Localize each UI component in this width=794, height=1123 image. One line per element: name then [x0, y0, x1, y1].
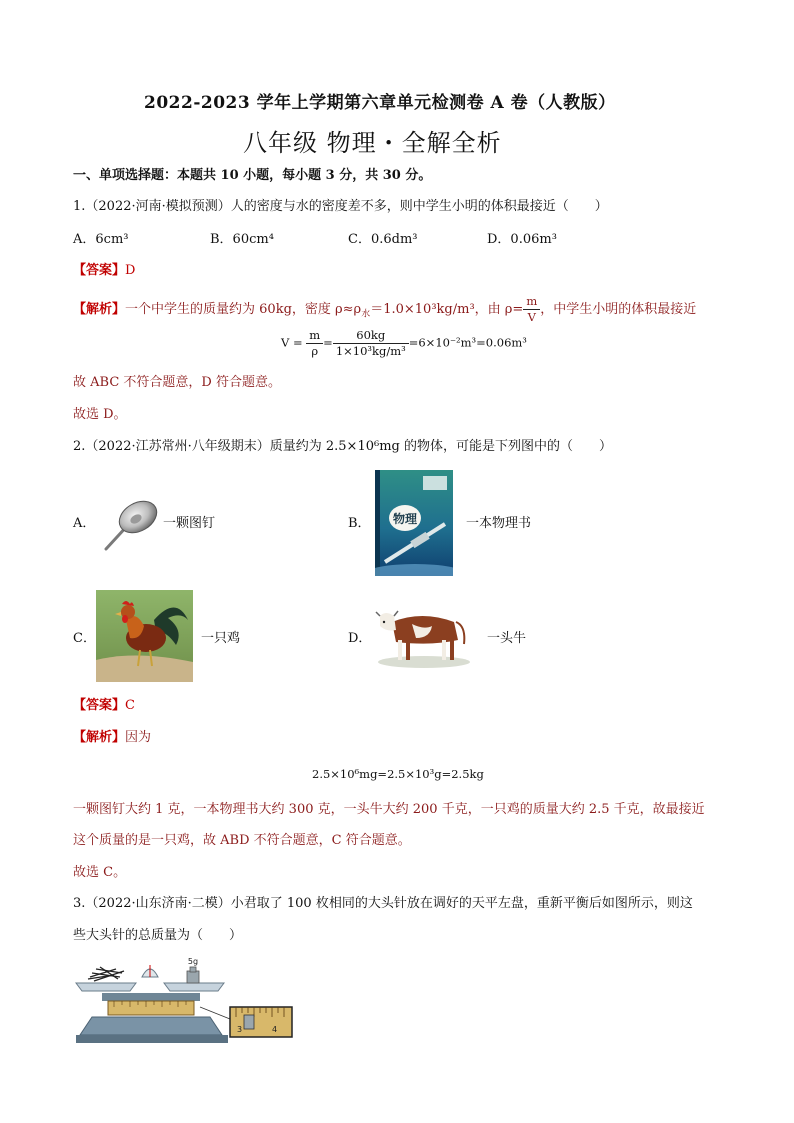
analysis-tag: 【解析】 [73, 302, 126, 317]
q2-answer [73, 697, 135, 715]
pins-pile [88, 967, 124, 981]
q2-option-a-caption: 一颗图钉 [163, 516, 216, 531]
thumbtack-image [100, 495, 162, 553]
q2-option-a-letter: A． [73, 516, 96, 531]
q2-option-c-caption: 一只鸡 [201, 631, 241, 646]
formula-fraction-2: $\frac{60kg}{\text{1×10³kg/m³}}$ [333, 328, 409, 359]
book-cover-title: 物理 [392, 512, 418, 526]
q2-stem: 2.（2022·江苏常州·八年级期末）质量约为 2.5×10⁶mg 的物体，可能是下列图中的（ ） [73, 439, 612, 454]
q2-option-b-caption: 一本物理书 [466, 516, 532, 531]
rider [244, 1015, 254, 1029]
q1-option-d: D．0.06m³ [487, 232, 557, 247]
q1-choose: 故选 D。 [73, 407, 127, 422]
weight-label: 5g [187, 957, 199, 966]
scale-mark-3: 3 [237, 1025, 243, 1034]
analysis-subscript: 水 [361, 309, 371, 320]
rooster-image [96, 590, 193, 682]
q3-stem-line2: 些大头针的总质量为（ ） [73, 928, 243, 943]
physics-book-image [375, 470, 453, 576]
right-pan [164, 983, 224, 991]
q2-option-c-letter: C． [73, 631, 96, 646]
q2-option-d-caption: 一头牛 [487, 631, 527, 646]
q1-answer [73, 262, 135, 280]
analysis-text-3: ，中学生小明的体积最接近 [540, 302, 697, 317]
q1-conclusion: 故 ABC 不符合题意，D 符合题意。 [73, 375, 281, 390]
q1-analysis [73, 294, 696, 327]
q2-choose: 故选 C。 [73, 865, 127, 880]
q2-analysis [73, 729, 151, 747]
q2-option-b-letter: B． [348, 516, 371, 531]
q1-stem: 1.（2022·河南·模拟预测）人的密度与水的密度差不多，则中学生小明的体积最接近（ ） [73, 199, 608, 214]
document-title: 2022-2023 学年上学期第六章单元检测卷 A 卷（人教版） [144, 93, 616, 113]
q2-option-d-letter: D． [348, 631, 372, 646]
cow-image [372, 600, 472, 670]
balance-scale-image [72, 955, 294, 1047]
answer-tag: 【答案】 [73, 263, 126, 278]
answer-value: C [125, 698, 135, 713]
scale-mark-4: 4 [272, 1025, 278, 1034]
formula-fraction-1: $\frac{m}{\rho}$ [306, 328, 323, 359]
q1-option-b: B．60cm⁴ [210, 232, 274, 247]
document-subtitle: 八年级 物理・全解全析 [243, 129, 502, 157]
q1-option-c: C．0.6dm³ [348, 232, 418, 247]
density-fraction: $\frac{m}{V}$ [523, 294, 540, 325]
q2-explain-line1: 一颗图钉大约 1 克，一本物理书大约 300 克，一头牛大约 200 千克，一只鸡的质量大约 2.5 千克，故最接近 [73, 802, 705, 817]
q3-stem-line1: 3.（2022·山东济南·二模）小君取了 100 枚相同的大头针放在调好的天平左盘，重新平衡后如图所示，则这 [73, 896, 693, 911]
weight-5g [187, 971, 199, 983]
answer-value: D [125, 263, 136, 278]
q2-explain-line2: 这个质量的是一只鸡，故 ABD 不符合题意，C 符合题意。 [73, 833, 411, 848]
q1-option-a: A．6cm³ [73, 232, 129, 247]
left-pan [76, 983, 136, 991]
analysis-text: 因为 [125, 730, 152, 745]
analysis-text: 一个中学生的质量约为 60kg，密度 ρ≈ρ [125, 302, 362, 317]
analysis-tag: 【解析】 [73, 730, 126, 745]
analysis-text-2: ＝1.0×10³kg/m³，由 ρ= [370, 302, 524, 317]
q1-formula: V = $\frac{m}{\rho}$ = $\frac{60kg}{\text{1×10³kg/m³}}$ =6×10⁻²m³=0.06m³ [281, 328, 527, 358]
beam-scale [108, 1001, 194, 1015]
section-heading: 一、单项选择题：本题共 10 小题，每小题 3 分，共 30 分。 [73, 168, 432, 183]
answer-tag: 【答案】 [73, 698, 126, 713]
q2-formula: 2.5×10⁶mg=2.5×10³g=2.5kg [312, 767, 484, 781]
